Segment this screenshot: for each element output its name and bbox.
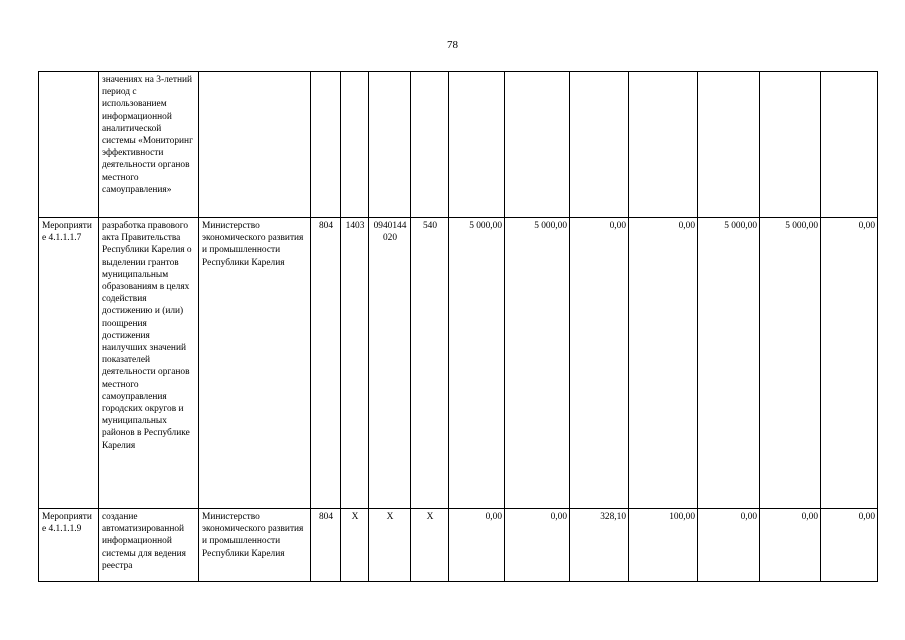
vr-cell: Х — [411, 509, 449, 582]
executor-cell: Министерство экономического развития и промышленности Республики Карелия — [199, 509, 311, 582]
value-cell: 0,00 — [505, 509, 570, 582]
event-cell: Мероприятие 4.1.1.1.9 — [39, 509, 99, 582]
grbs-cell — [311, 72, 341, 218]
grbs-cell: 804 — [311, 218, 341, 509]
value-cell: 0,00 — [821, 509, 878, 582]
value-cell: 0,00 — [821, 218, 878, 509]
value-cell — [449, 72, 505, 218]
value-cell: 0,00 — [570, 218, 629, 509]
value-cell: 328,10 — [570, 509, 629, 582]
event-cell — [39, 72, 99, 218]
value-cell: 5 000,00 — [760, 218, 821, 509]
value-cell — [821, 72, 878, 218]
value-cell: 5 000,00 — [698, 218, 760, 509]
event-cell: Мероприятие 4.1.1.1.7 — [39, 218, 99, 509]
vr-cell — [411, 72, 449, 218]
value-cell — [629, 72, 698, 218]
executor-cell — [199, 72, 311, 218]
csr-cell: Х — [369, 509, 411, 582]
budget-table — [38, 71, 878, 582]
rzpr-cell — [341, 72, 369, 218]
table-row — [39, 509, 878, 582]
value-cell — [570, 72, 629, 218]
grbs-cell: 804 — [311, 509, 341, 582]
table-row — [39, 72, 878, 218]
vr-cell: 540 — [411, 218, 449, 509]
value-cell: 100,00 — [629, 509, 698, 582]
value-cell: 0,00 — [449, 509, 505, 582]
csr-cell: 0940144020 — [369, 218, 411, 509]
value-cell — [760, 72, 821, 218]
description-cell: разработка правового акта Правительства Республики Карелия о выделении грантов муниципальным образованиям в целях содействия достижению и (или) поощрения достижения наилучших значений показателей деятельности органов местного самоуправления городских округов и муниципальных районов в Республике Карелия — [99, 218, 199, 509]
table-row — [39, 218, 878, 509]
value-cell — [505, 72, 570, 218]
description-cell: значениях на 3-летний период с использованием информационной аналитической системы «Мониторинг эффективности деятельности органов местного самоуправления» — [99, 72, 199, 218]
rzpr-cell: Х — [341, 509, 369, 582]
rzpr-cell: 1403 — [341, 218, 369, 509]
value-cell: 0,00 — [629, 218, 698, 509]
description-cell: создание автоматизированной информационной системы для ведения реестра — [99, 509, 199, 582]
value-cell: 5 000,00 — [505, 218, 570, 509]
value-cell: 0,00 — [698, 509, 760, 582]
value-cell: 0,00 — [760, 509, 821, 582]
csr-cell — [369, 72, 411, 218]
value-cell: 5 000,00 — [449, 218, 505, 509]
page-number: 78 — [447, 39, 458, 51]
executor-cell: Министерство экономического развития и промышленности Республики Карелия — [199, 218, 311, 509]
value-cell — [698, 72, 760, 218]
